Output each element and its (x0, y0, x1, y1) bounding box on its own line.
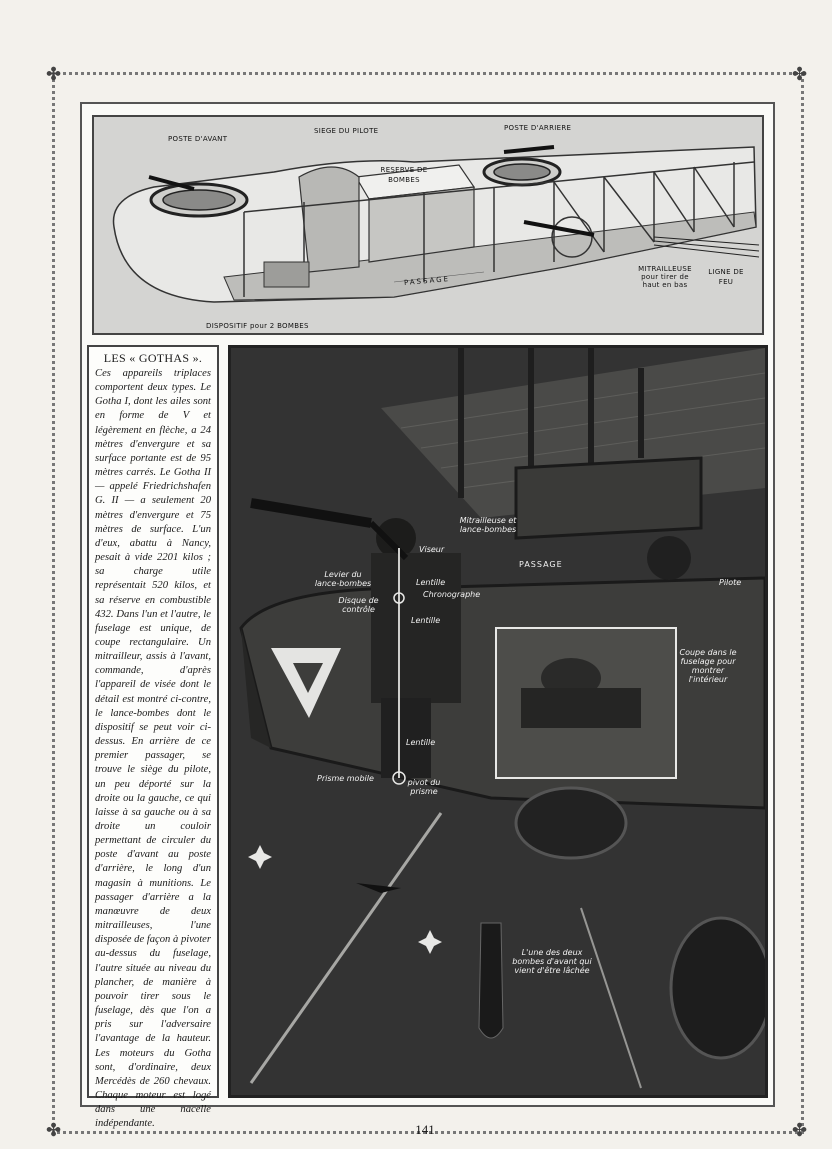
label-prisme: Prisme mobile (317, 774, 374, 783)
label-viseur: Viseur (419, 545, 445, 554)
fuselage-drawing (94, 117, 762, 333)
label-pivot: pivot du prisme (407, 778, 441, 796)
label-levier: Levier du lance-bombes (314, 570, 372, 588)
page-number: 141 (415, 1122, 435, 1137)
label-lentille-3: Lentille (406, 738, 436, 747)
corner-ornament-icon: ✤ (792, 1120, 808, 1141)
article-column (87, 345, 219, 1130)
corner-ornament-icon: ✤ (46, 1120, 62, 1141)
gunner-illustration (228, 345, 768, 1098)
label-bombe: L'une des deux bombes d'avant qui vient d'être lâchée (512, 948, 592, 975)
label-siege-pilote: SIEGE DU PILOTE (314, 127, 379, 135)
label-passage-illus: PASSAGE (519, 560, 563, 569)
illustration-drawing (231, 348, 765, 1095)
corner-ornament-icon: ✤ (792, 64, 808, 85)
label-pilote: Pilote (719, 578, 742, 587)
article-title: LES « GOTHAS ». (103, 351, 203, 365)
label-reserve-bombes: RESERVE DE BOMBES (380, 166, 428, 184)
label-passage: PASSAGE (403, 275, 451, 287)
label-chronographe: Chronographe (423, 590, 481, 599)
fuselage-cutaway-diagram (92, 115, 764, 335)
label-lentille-2: Lentille (411, 616, 441, 625)
label-disque: Disque de contrôle (338, 596, 379, 614)
corner-ornament-icon: ✤ (46, 64, 62, 85)
label-mitrailleuse: MITRAILLEUSE pour tirer de haut en bas (638, 265, 692, 289)
label-lentille-1: Lentille (416, 578, 446, 587)
label-poste-arriere: POSTE D'ARRIERE (504, 124, 572, 132)
article-body: Ces appareils triplaces comportent deux types. Le Gotha I, dont les ailes sont en forme de V et légèrement en flèche, a 24 mètres d'envergure et sa surface portante est de 95 mètres carrés. Le Gotha II — appelé Friedrichshafen G. II — a seulement 20 mètres d'envergure et 75 mètres de surface. L'un d'eux, abattu à Nancy, pesait à vide 2201 kilos ; sa charge utile représentait 520 kilos, et sa réserve en combustible 432. Dans l'un et l'autre, le fuselage est unique, de coupe rectangulaire. Un mitrailleur, assis à l'avant, commande, d'après l'appareil de visée dont le détail est montré ci-contre, le lance-bombes dont le dispositif se peut voir ci-dessus. En arrière de ce premier passager, se trouve le siège du pilote, un peu déporté sur la droite ou la gauche, ce qui laisse à sa gauche ou à sa droite un couloir permettant de circuler du poste d'avant au poste d'arrière, le long d'un magasin à munitions. Le passager d'arrière a la manœuvre de deux mitrailleuses, l'une disposée de façon à pivoter au-dessus du fuselage, l'autre située au niveau du plancher, de manière à pouvoir tirer sous le fuselage, dès que l'on a pris sur l'adversaire l'avantage de la hauteur. Les moteurs du Gotha sont, d'ordinaire, deux Mercédès de 260 chevaux. Chaque moteur est logé dans une nacelle indépendante. (95, 368, 211, 1130)
label-mitrailleuse-lance-bombes: Mitrailleuse et lance-bombes (459, 516, 517, 534)
label-coupe: Coupe dans le fuselage pour montrer l'intérieur (679, 648, 737, 684)
label-poste-avant: POSTE D'AVANT (168, 135, 228, 143)
label-dispositif: DISPOSITIF pour 2 BOMBES (206, 322, 309, 330)
label-ligne-feu: LIGNE DE FEU (708, 268, 744, 286)
